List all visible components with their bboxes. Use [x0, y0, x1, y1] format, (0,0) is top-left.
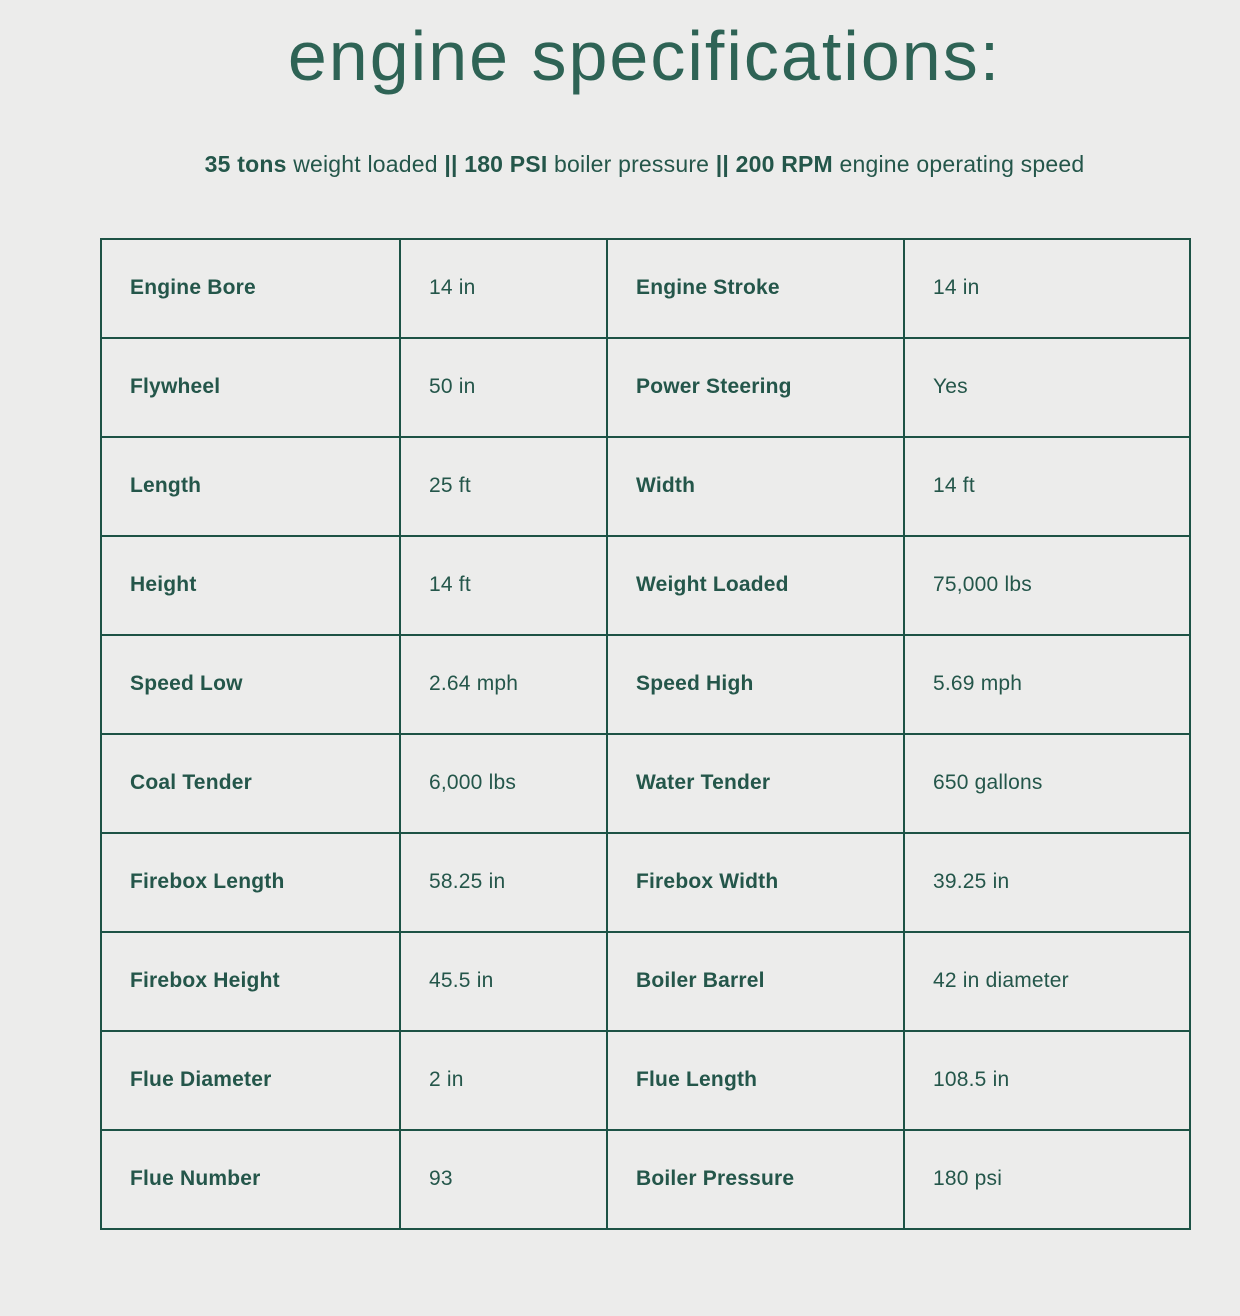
spec-value-cell: 25 ft: [400, 437, 607, 536]
spec-label-cell: Flywheel: [101, 338, 400, 437]
spec-label-cell: Firebox Height: [101, 932, 400, 1031]
table-row: [101, 932, 1190, 1031]
spec-value-cell: 58.25 in: [400, 833, 607, 932]
table-row: [101, 635, 1190, 734]
subtitle-bold-text: || 180 PSI: [444, 151, 548, 177]
spec-label-cell: Flue Length: [607, 1031, 904, 1130]
subtitle-bold-text: 35 tons: [204, 151, 287, 177]
spec-value-cell: 108.5 in: [904, 1031, 1190, 1130]
specs-table-body: [101, 239, 1190, 1229]
specs-table: [100, 238, 1191, 1230]
spec-value-cell: 180 psi: [904, 1130, 1190, 1229]
table-row: [101, 536, 1190, 635]
spec-value-cell: 93: [400, 1130, 607, 1229]
spec-value-cell: 14 ft: [904, 437, 1190, 536]
spec-label-cell: Length: [101, 437, 400, 536]
subtitle: [100, 150, 1189, 180]
table-row: [101, 239, 1190, 338]
spec-value-cell: 14 in: [904, 239, 1190, 338]
table-row: [101, 1031, 1190, 1130]
spec-label-cell: Flue Number: [101, 1130, 400, 1229]
spec-value-cell: 2 in: [400, 1031, 607, 1130]
spec-value-cell: 14 ft: [400, 536, 607, 635]
page-title: engine specifications:: [287, 17, 1002, 95]
spec-value-cell: 45.5 in: [400, 932, 607, 1031]
subtitle-text: boiler pressure: [547, 151, 716, 177]
subtitle-text: engine operating speed: [832, 151, 1085, 177]
spec-value-cell: 50 in: [400, 338, 607, 437]
spec-label-cell: Flue Diameter: [101, 1031, 400, 1130]
spec-label-cell: Speed High: [607, 635, 904, 734]
table-row: [101, 833, 1190, 932]
spec-value-cell: 14 in: [400, 239, 607, 338]
spec-label-cell: Boiler Barrel: [607, 932, 904, 1031]
spec-value-cell: 650 gallons: [904, 734, 1190, 833]
content-container: [100, 14, 1189, 1230]
subtitle-text: weight loaded: [286, 151, 445, 177]
spec-label-cell: Coal Tender: [101, 734, 400, 833]
spec-label-cell: Height: [101, 536, 400, 635]
spec-label-cell: Water Tender: [607, 734, 904, 833]
spec-value-cell: 5.69 mph: [904, 635, 1190, 734]
table-row: [101, 734, 1190, 833]
spec-label-cell: Width: [607, 437, 904, 536]
spec-label-cell: Engine Stroke: [607, 239, 904, 338]
spec-label-cell: Firebox Width: [607, 833, 904, 932]
spec-label-cell: Power Steering: [607, 338, 904, 437]
spec-label-cell: Weight Loaded: [607, 536, 904, 635]
table-row: [101, 338, 1190, 437]
spec-value-cell: 6,000 lbs: [400, 734, 607, 833]
spec-label-cell: Speed Low: [101, 635, 400, 734]
spec-value-cell: 42 in diameter: [904, 932, 1190, 1031]
spec-value-cell: 2.64 mph: [400, 635, 607, 734]
subtitle-bold-text: || 200 RPM: [715, 151, 833, 177]
spec-value-cell: 75,000 lbs: [904, 536, 1190, 635]
spec-value-cell: 39.25 in: [904, 833, 1190, 932]
spec-value-cell: Yes: [904, 338, 1190, 437]
table-row: [101, 1130, 1190, 1229]
table-row: [101, 437, 1190, 536]
spec-label-cell: Boiler Pressure: [607, 1130, 904, 1229]
spec-label-cell: Engine Bore: [101, 239, 400, 338]
spec-label-cell: Firebox Length: [101, 833, 400, 932]
